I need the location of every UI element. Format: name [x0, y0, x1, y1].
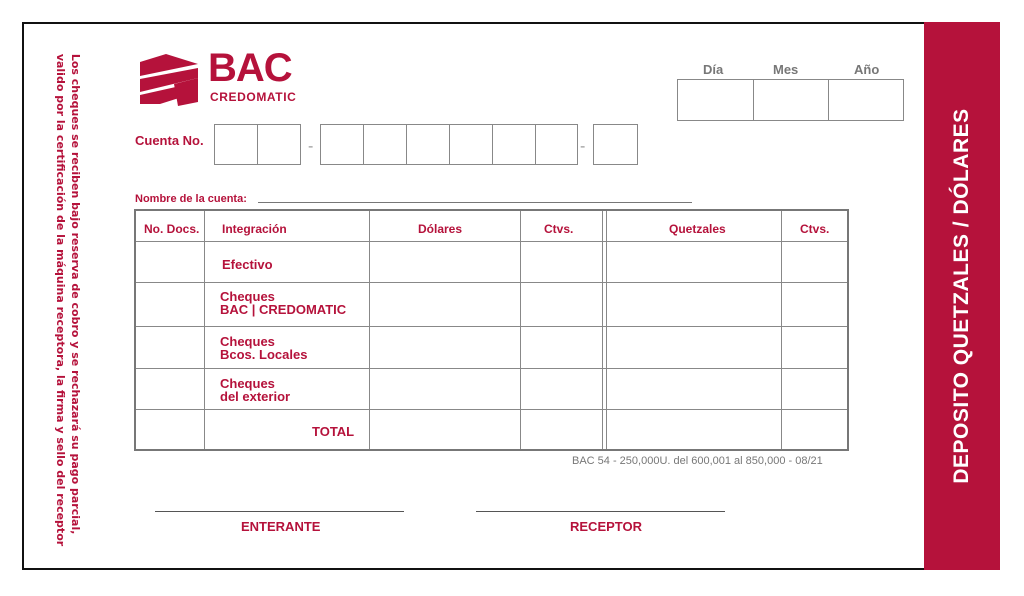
disclaimer [53, 54, 83, 546]
header-integration: Integración [222, 222, 287, 236]
account-name-field[interactable] [258, 202, 692, 203]
account-number-label: Cuenta No. [135, 133, 204, 148]
row-cash-label: Efectivo [222, 257, 273, 272]
account-digit-field[interactable] [449, 124, 493, 165]
date-year-field[interactable] [828, 79, 904, 121]
receiver-label: RECEPTOR [570, 519, 642, 534]
account-digit-field[interactable] [257, 124, 301, 165]
header-quetzales: Quetzales [669, 222, 726, 236]
date-month-label: Mes [773, 62, 799, 77]
row-total-label: TOTAL [312, 424, 355, 439]
header-docs: No. Docs. [144, 222, 200, 236]
header-cents-usd: Ctvs. [544, 222, 574, 236]
header-cents-gtq: Ctvs. [800, 222, 830, 236]
account-digit-field[interactable] [535, 124, 578, 165]
account-digit-field[interactable] [406, 124, 450, 165]
account-digit-field[interactable] [214, 124, 258, 165]
depositor-signature-line[interactable] [155, 511, 404, 512]
account-separator: - [580, 138, 586, 155]
date-month-field[interactable] [753, 79, 829, 121]
account-digit-field[interactable] [320, 124, 364, 165]
header-dollars: Dólares [418, 222, 463, 236]
account-separator: - [308, 138, 314, 155]
row-bac-checks-label: Cheques BAC | CREDOMATIC [220, 289, 347, 317]
brand-subtitle: CREDOMATIC [210, 90, 297, 104]
depositor-label: ENTERANTE [241, 519, 321, 534]
deposit-table [134, 209, 849, 451]
account-digit-field[interactable] [593, 124, 638, 165]
disclaimer-line-2: valido por la certificación de la máquina receptora, la firma y sello del receptor [54, 53, 67, 547]
row-foreign-checks-label: Cheques del exterior [220, 376, 291, 404]
form-footnote: BAC 54 - 250,000U. del 600,001 al 850,000 - 08/21 [572, 455, 823, 467]
disclaimer-line-1: Los cheques se reciben bajo reserva de cobro y se rechazará su pago parcial, [69, 53, 82, 535]
receiver-signature-line[interactable] [476, 511, 725, 512]
side-banner-text: DEPOSITO QUETZALES / DÓLARES [950, 108, 973, 484]
bac-stripes-logo-icon [140, 54, 200, 106]
date-day-field[interactable] [677, 79, 754, 121]
account-digit-field[interactable] [363, 124, 407, 165]
date-year-label: Año [854, 62, 880, 77]
date-day-label: Día [703, 62, 724, 77]
row-local-checks-label: Cheques Bcos. Locales [220, 334, 308, 362]
brand-name: BAC [208, 46, 292, 90]
account-digit-field[interactable] [492, 124, 536, 165]
account-name-label: Nombre de la cuenta: [135, 193, 247, 205]
